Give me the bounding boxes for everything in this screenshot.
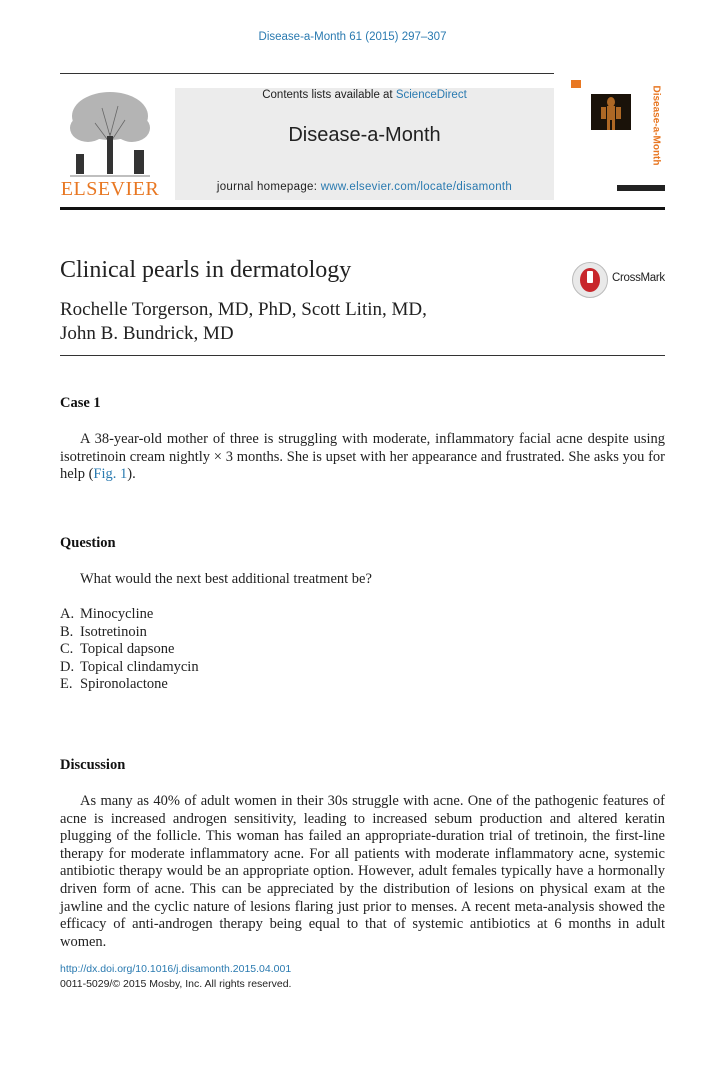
option-d — [60, 659, 460, 677]
homepage-prefix: journal homepage: — [216, 181, 321, 193]
option-text: Isotretinoin — [80, 623, 147, 640]
homepage-line — [175, 181, 554, 193]
crossmark-label: CrossMark — [612, 272, 665, 284]
contents-line — [175, 89, 554, 101]
crossmark-button[interactable] — [572, 262, 666, 298]
journal-cover-thumbnail[interactable] — [571, 80, 665, 195]
cover-title-vertical: Disease-a-Month — [650, 85, 662, 166]
option-letter: D. — [60, 658, 75, 675]
option-letter: A. — [60, 606, 75, 622]
option-b — [60, 624, 460, 642]
authors-rule — [60, 355, 665, 356]
journal-homepage-link[interactable]: www.elsevier.com/locate/disamonth — [320, 181, 513, 193]
contents-prefix: Contents lists available at — [262, 89, 396, 101]
cover-accent — [571, 80, 581, 88]
question-heading: Question — [60, 535, 116, 551]
header-thick-rule — [60, 207, 665, 210]
discussion-paragraph: As many as 40% of adult women in their 30s struggle with acne. One of the pathogenic features of acne is increased androgen sensitivity, leading to increased sebum production and altered keratin plugging of the follicle. This woman has failed an appropriate-duration trial of tretinoin, the first-line therapy for moderate inflammatory acne. For all patients with moderate inflammatory acne, systemic antibiotic therapy would be an appropriate option. However, adult females typically have a hormonally driven form of acne. This can be appreciated by the distribution of lesions on physical exam at the jawline and the cyclic nature of lesions flaring just prior to menses. A recent meta-analysis showed the efficacy of anti-androgen therapy being equal to that of systemic antibiotics at 6 months in adult women. — [60, 793, 665, 950]
author-list — [60, 298, 500, 346]
sciencedirect-link[interactable]: ScienceDirect — [395, 89, 467, 101]
case-text-end: ). — [127, 466, 136, 483]
elsevier-wordmark: ELSEVIER — [60, 178, 160, 200]
option-text: Topical dapsone — [80, 641, 175, 658]
crossmark-icon-bar — [587, 271, 593, 283]
cover-figure-image — [591, 94, 631, 130]
option-e — [60, 676, 460, 694]
case-text: A 38-year-old mother of three is struggling with moderate, inflammatory facial acne despite using isotretinoin cream nightly × 3 months. She is upset with her appearance and frustrated. She asks you for help ( — [60, 431, 665, 483]
option-letter: E. — [60, 676, 73, 693]
option-text: Topical clindamycin — [80, 658, 199, 675]
figure-1-link[interactable]: Fig. 1 — [93, 466, 128, 483]
crossmark-icon — [572, 262, 608, 298]
authors-line-2: John B. Bundrick, MD — [60, 323, 234, 344]
header-rule — [60, 73, 554, 74]
case-heading: Case 1 — [60, 395, 101, 411]
journal-citation[interactable]: Disease-a-Month 61 (2015) 297–307 — [258, 31, 447, 43]
option-letter: C. — [60, 641, 74, 658]
authors-line-1: Rochelle Torgerson, MD, PhD, Scott Litin, MD, — [60, 299, 427, 320]
option-a — [60, 606, 460, 624]
article-title: Clinical pearls in dermatology — [60, 257, 352, 283]
cover-bottom-bar — [617, 185, 665, 191]
option-text: Minocycline — [80, 606, 154, 622]
discussion-heading: Discussion — [60, 757, 126, 773]
option-letter: B. — [60, 623, 74, 640]
option-text: Spironolactone — [80, 676, 168, 693]
question-prompt: What would the next best additional treatment be? — [80, 571, 372, 587]
copyright-notice: 0011-5029/© 2015 Mosby, Inc. All rights reserved. — [60, 978, 292, 990]
doi-link[interactable]: http://dx.doi.org/10.1016/j.disamonth.2015.04.001 — [60, 963, 292, 975]
option-c — [60, 641, 460, 659]
answer-options — [60, 606, 460, 694]
case-paragraph — [60, 431, 665, 484]
journal-title: Disease-a-Month — [288, 124, 441, 146]
